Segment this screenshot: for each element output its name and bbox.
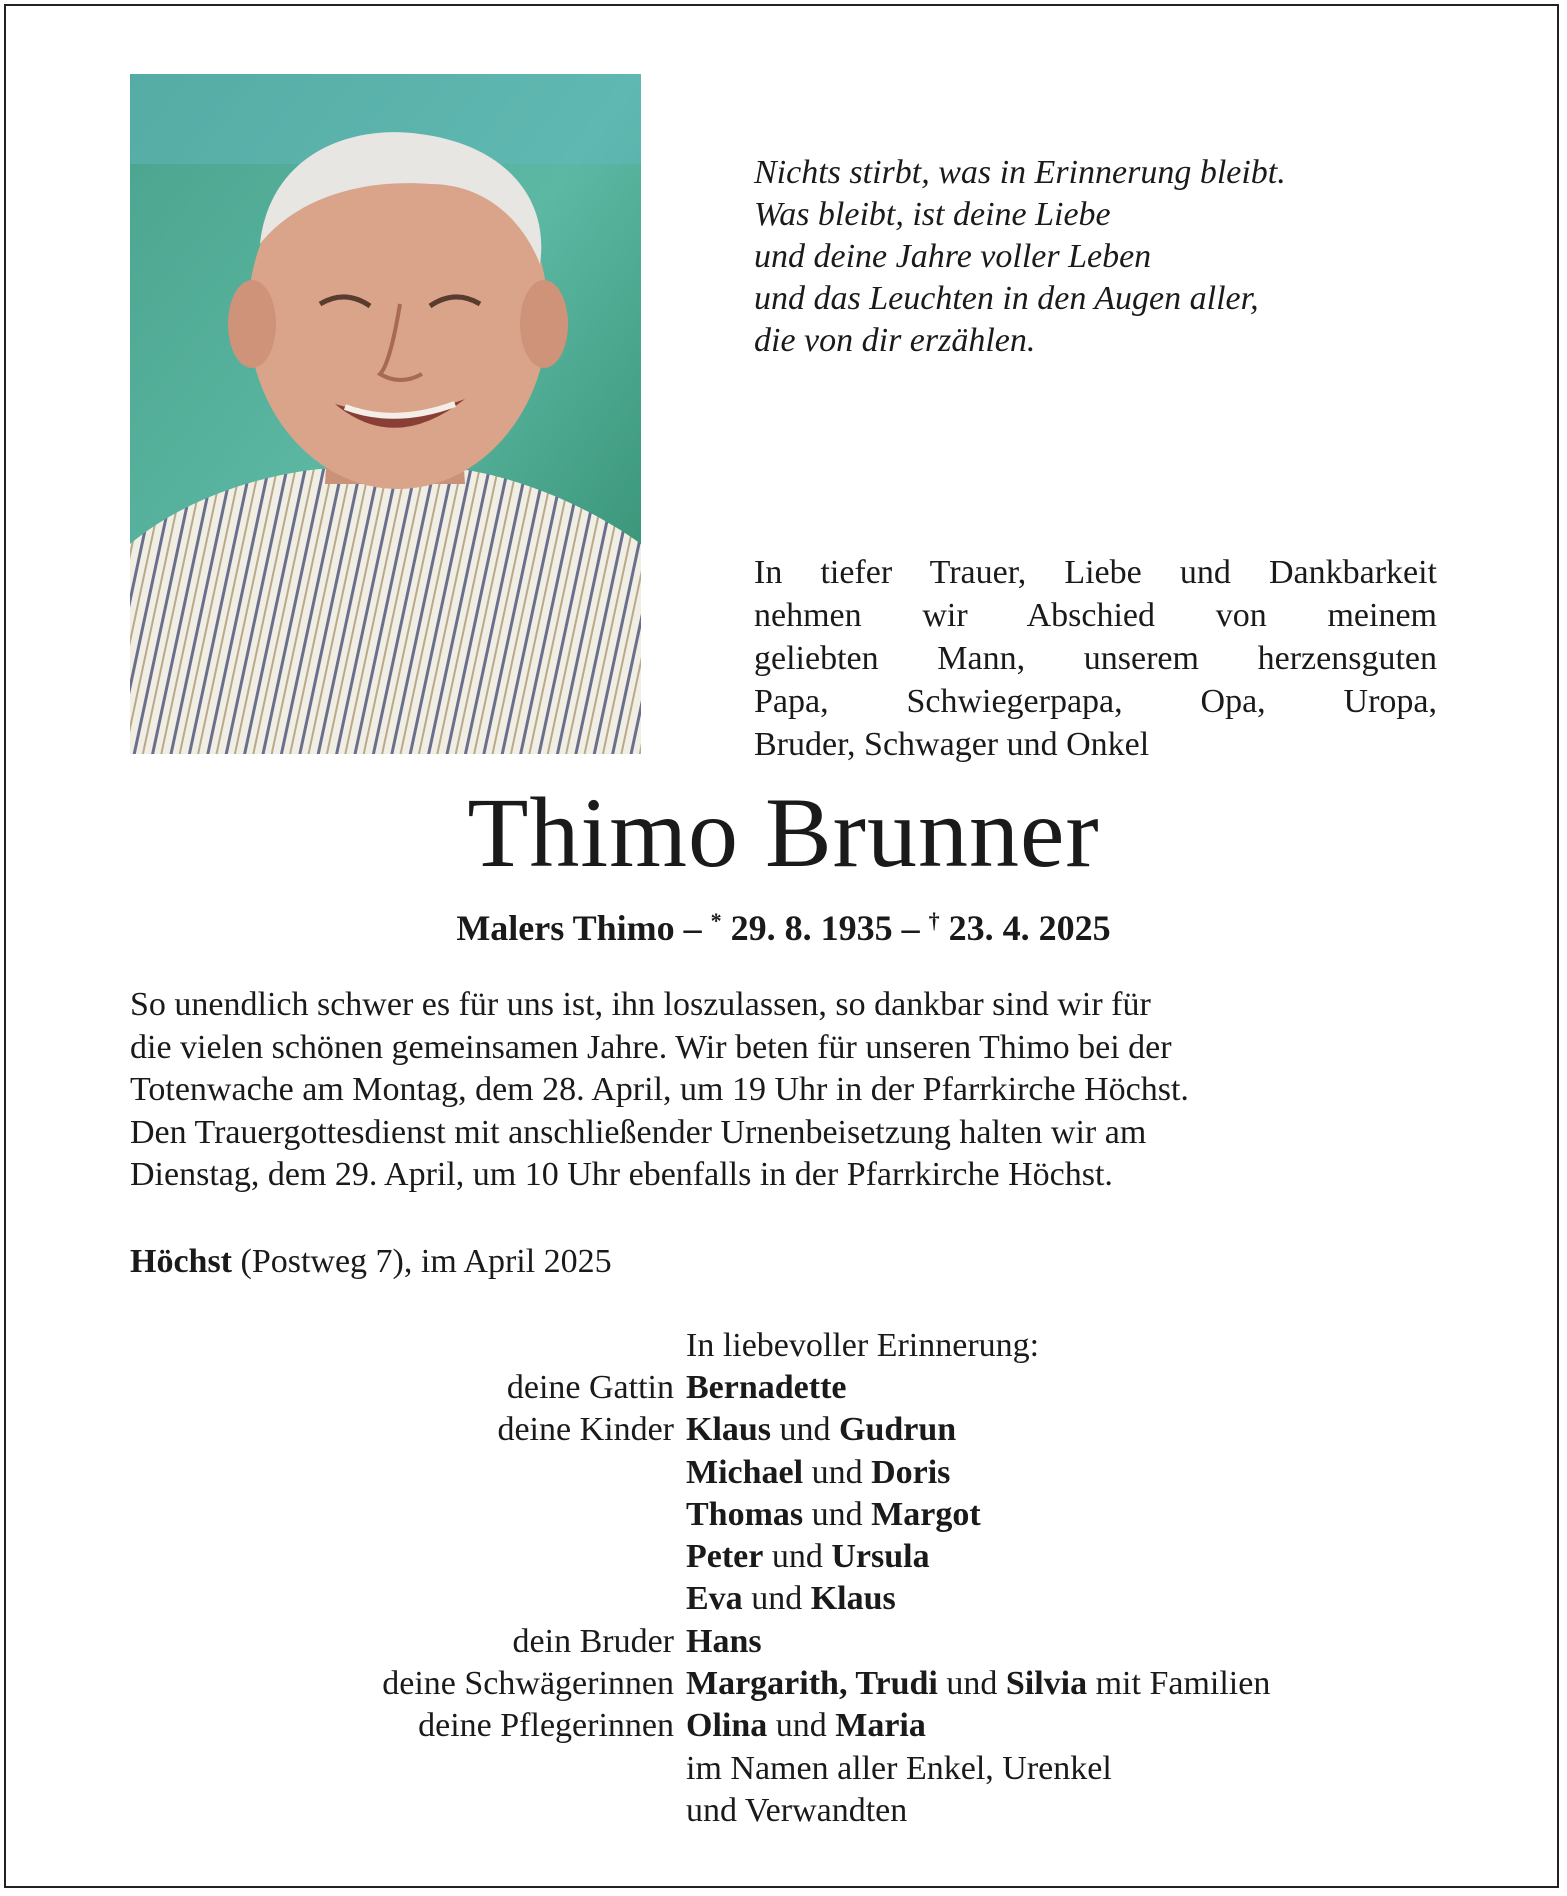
mourner-names (686, 1578, 896, 1620)
mourner-name: Margot (871, 1495, 981, 1533)
signature-row (0, 1494, 1567, 1536)
intro-line: In tiefer Trauer, Liebe und Dankbarkeit (754, 554, 1437, 591)
signature-row (0, 1367, 1567, 1409)
relation-label: deine Kinder (497, 1411, 674, 1449)
mourner-name: Maria (835, 1707, 926, 1745)
signature-row (0, 1536, 1567, 1578)
death-date: 23. 4. 2025 (948, 908, 1111, 948)
mourner-name: Klaus (810, 1580, 896, 1618)
body-line: So unendlich schwer es für uns ist, ihn loszulassen, so dankbar sind wir für (130, 986, 1151, 1023)
mourner-name: Gudrun (839, 1411, 957, 1449)
connector-text: mit Familien (1087, 1665, 1271, 1703)
poem-line: und das Leuchten in den Augen aller, (754, 280, 1259, 317)
mourner-names (686, 1536, 930, 1578)
signature-row (0, 1663, 1567, 1705)
mourner-names (686, 1494, 981, 1536)
birth-symbol: * (710, 908, 722, 933)
body-line: Dienstag, dem 29. April, um 10 Uhr ebenfalls in der Pfarrkirche Höchst. (130, 1156, 1113, 1193)
relation-label: dein Bruder (512, 1622, 674, 1660)
connector-text: und (937, 1665, 1006, 1703)
death-symbol: † (928, 908, 940, 933)
signature-row (0, 1705, 1567, 1747)
place-rest: (Postweg 7), im April 2025 (232, 1243, 612, 1280)
signature-row (0, 1748, 1567, 1790)
connector-text: und (763, 1538, 832, 1576)
relation-label: deine Gattin (506, 1369, 674, 1406)
intro-line: geliebten Mann, unserem herzensguten (754, 640, 1437, 677)
signature-row (0, 1452, 1567, 1494)
signature-row (0, 1790, 1567, 1832)
poem-line: die von dir erzählen. (754, 322, 1036, 359)
poem (754, 152, 1454, 362)
mourner-names (686, 1790, 907, 1832)
mourner-names (686, 1748, 1112, 1790)
nickname: Malers Thimo (456, 908, 675, 948)
mourner-name: Bernadette (686, 1369, 847, 1406)
connector-text: und Verwandten (686, 1791, 908, 1829)
mourner-names (686, 1367, 847, 1409)
connector-text: und (803, 1453, 872, 1491)
connector-text: und (742, 1580, 811, 1618)
body-line: die vielen schönen gemeinsamen Jahre. Wir beten für unseren Thimo bei der (130, 1028, 1172, 1066)
place-date (130, 1241, 612, 1283)
connector-text: und (803, 1495, 872, 1533)
life-dates: Malers Thimo – * 29. 8. 1935 – † 23. 4. 2025 (456, 908, 1111, 948)
portrait-illustration (130, 74, 641, 754)
mourner-name: Hans (686, 1622, 762, 1660)
mourner-name: Olina (686, 1707, 768, 1745)
intro-text (754, 551, 1437, 766)
signature-row (0, 1409, 1567, 1451)
mourner-name: Michael (686, 1453, 804, 1491)
poem-line: und deine Jahre voller Leben (754, 238, 1152, 275)
body-line: Den Trauergottesdienst mit anschließender Urnenbeisetzung halten wir am (130, 1113, 1147, 1151)
mourner-names (686, 1663, 1270, 1705)
intro-line: nehmen wir Abschied von meinem (754, 597, 1437, 634)
deceased-name: Thimo Brunner (467, 777, 1100, 888)
signature-row (0, 1621, 1567, 1663)
portrait-photo (130, 74, 641, 754)
mourner-name: Thomas (686, 1495, 804, 1533)
intro-line: Bruder, Schwager und Onkel (754, 726, 1150, 763)
memory-heading: In liebevoller Erinnerung: (686, 1327, 1040, 1364)
signature-list (0, 1367, 1567, 1832)
signature-row (0, 1578, 1567, 1620)
poem-line: Nichts stirbt, was in Erinnerung bleibt. (754, 154, 1286, 191)
relation-label: deine Schwägerinnen (382, 1665, 674, 1703)
mourner-name: Silvia (1005, 1665, 1088, 1703)
mourner-name: Klaus (686, 1411, 772, 1449)
place-town: Höchst (130, 1243, 232, 1280)
mourner-names (686, 1452, 950, 1494)
connector-text: und (767, 1707, 836, 1745)
relation-label: deine Pflegerinnen (418, 1707, 674, 1745)
mourner-names (686, 1409, 956, 1451)
mourner-name: Ursula (831, 1538, 930, 1576)
connector-text: und (771, 1411, 840, 1449)
mourner-name: Doris (871, 1453, 951, 1491)
mourner-names (686, 1621, 762, 1663)
intro-line: Papa, Schwiegerpapa, Opa, Uropa, (754, 683, 1437, 720)
service-details (130, 984, 1440, 1197)
connector-text: im Namen aller Enkel, Urenkel (686, 1749, 1112, 1787)
mourner-name: Eva (686, 1580, 743, 1618)
mourner-names (686, 1705, 926, 1747)
mourner-name: Peter (686, 1538, 764, 1576)
birth-date: 29. 8. 1935 (730, 908, 893, 948)
body-line: Totenwache am Montag, dem 28. April, um 19 Uhr in der Pfarrkirche Höchst. (130, 1071, 1189, 1108)
mourner-name: Margarith, Trudi (686, 1665, 938, 1703)
poem-line: Was bleibt, ist deine Liebe (754, 196, 1111, 233)
